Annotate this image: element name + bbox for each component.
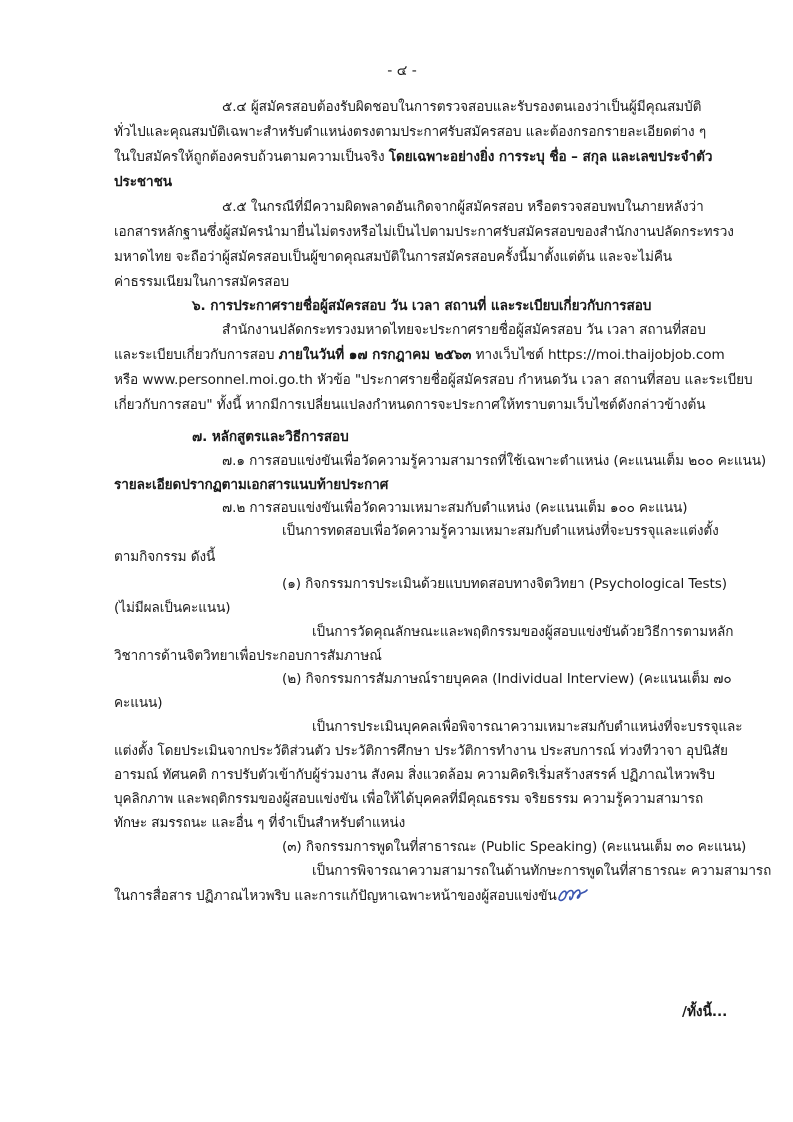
- para-5-5-line4: ค่าธรรมเนียมในการสมัครสอบ: [114, 274, 290, 290]
- para-5-4-line3-bold: โดยเฉพาะอย่างยิ่ง การระบุ ชื่อ – สกุล และเลขประจำตัว: [388, 149, 713, 165]
- section-7-heading: ๗. หลักสูตรและวิธีการสอบ: [192, 429, 349, 445]
- section-7-1-line1: ๗.๑ การสอบแข่งขันเพื่อวัดความรู้ความสามารถที่ใช้เฉพาะตำแหน่ง (คะแนนเต็ม ๒๐๐ คะแนน): [222, 453, 767, 469]
- para-5-4-line2: ทั่วไปและคุณสมบัติเฉพาะสำหรับตำแหน่งตรงตามประกาศรับสมัครสอบ และต้องกรอกรายละเอียดต่าง ๆ: [114, 124, 707, 140]
- para-5-4-line3-normal: ในใบสมัครให้ถูกต้องครบถ้วนตามความเป็นจริง: [114, 149, 385, 165]
- activity-3-heading: (๓) กิจกรรมการพูดในที่สาธารณะ (Public Speaking) (คะแนนเต็ม ๓๐ คะแนน): [282, 839, 747, 855]
- para-5-4-line1: ๕.๔ ผู้สมัครสอบต้องรับผิดชอบในการตรวจสอบและรับรองตนเองว่าเป็นผู้มีคุณสมบัติ: [222, 99, 702, 115]
- para-5-4-line4: ประชาชน: [114, 174, 172, 190]
- activity-1-heading: (๑) กิจกรรมการประเมินด้วยแบบทดสอบทางจิตวิทยา (Psychological Tests): [282, 576, 727, 592]
- initials-signature-icon: [556, 884, 590, 906]
- activity-2-heading-cont: คะแนน): [114, 695, 163, 711]
- section-6-line4: เกี่ยวกับการสอบ" ทั้งนี้ หากมีการเปลี่ยนแปลงกำหนดการจะประกาศให้ทราบตามเว็บไซต์ดังกล่าวข้างต้น: [114, 397, 706, 413]
- para-5-4-line3: [114, 147, 712, 167]
- section-6-heading: ๖. การประกาศรายชื่อผู้สมัครสอบ วัน เวลา สถานที่ และระเบียบเกี่ยวกับการสอบ: [192, 298, 652, 314]
- activity-1-heading-cont: (ไม่มีผลเป็นคะแนน): [114, 600, 231, 616]
- activity-1-desc-line2: วิชาการด้านจิตวิทยาเพื่อประกอบการสัมภาษณ์: [114, 648, 382, 664]
- section-6-line1: สำนักงานปลัดกระทรวงมหาดไทยจะประกาศรายชื่อผู้สมัครสอบ วัน เวลา สถานที่สอบ: [222, 322, 706, 338]
- section-7-1-line2: รายละเอียดปรากฏตามเอกสารแนบท้ายประกาศ: [114, 477, 389, 493]
- para-5-5-line1: ๕.๕ ในกรณีที่มีความผิดพลาดอันเกิดจากผู้สมัครสอบ หรือตรวจสอบพบในภายหลังว่า: [222, 199, 704, 215]
- para-5-5-line3: มหาดไทย จะถือว่าผู้สมัครสอบเป็นผู้ขาดคุณสมบัติในการสมัครสอบครั้งนี้มาตั้งแต่ต้น และจะไม่คืน: [114, 249, 673, 265]
- activity-1-desc-line1: เป็นการวัดคุณลักษณะและพฤติกรรมของผู้สอบแข่งขันด้วยวิธีการตามหลัก: [312, 624, 734, 640]
- activity-3-desc-line1: เป็นการพิจารณาความสามารถในด้านทักษะการพูดในที่สาธารณะ ความสามารถ: [312, 863, 772, 879]
- section-6-line2: [114, 345, 725, 365]
- activity-2-desc-line3: อารมณ์ ทัศนคติ การปรับตัวเข้ากับผู้ร่วมงาน สังคม สิ่งแวดล้อม ความคิดริเริ่มสร้างสรรค์ ปฏิภาณไหวพริบ: [114, 767, 715, 783]
- section-6-line2-normal: และระเบียบเกี่ยวกับการสอบ: [114, 347, 275, 363]
- activity-2-desc-line1: เป็นการประเมินบุคคลเพื่อพิจารณาความเหมาะสมกับตำแหน่งที่จะบรรจุและ: [312, 719, 743, 735]
- section-7-2-heading: ๗.๒ การสอบแข่งขันเพื่อวัดความเหมาะสมกับตำแหน่ง (คะแนนเต็ม ๑๐๐ คะแนน): [222, 500, 688, 516]
- section-6-line3: หรือ www.personnel.moi.go.th หัวข้อ "ประกาศรายชื่อผู้สมัครสอบ กำหนดวัน เวลา สถานที่สอบ และระเบียบ: [114, 372, 753, 388]
- section-7-2-line1: เป็นการทดสอบเพื่อวัดความรู้ความเหมาะสมกับตำแหน่งที่จะบรรจุและแต่งตั้ง: [282, 523, 719, 539]
- section-7-2-line2: ตามกิจกรรม ดังนี้: [114, 549, 216, 565]
- activity-3-desc-line2: ในการสื่อสาร ปฏิภาณไหวพริบ และการแก้ปัญหาเฉพาะหน้าของผู้สอบแข่งขัน: [114, 888, 557, 904]
- activity-2-heading: (๒) กิจกรรมการสัมภาษณ์รายบุคคล (Individual Interview) (คะแนนเต็ม ๗๐: [282, 671, 732, 687]
- section-6-website: ทางเว็บไซต์ https://moi.thaijobjob.com: [475, 347, 725, 363]
- activity-2-desc-line2: แต่งตั้ง โดยประเมินจากประวัติส่วนตัว ประวัติการศึกษา ประวัติการทำงาน ประสบการณ์ ท่วงทีวาจา อุปนิสัย: [114, 743, 728, 759]
- section-6-date: ภายในวันที่ ๑๗ กรกฎาคม ๒๕๖๓: [278, 347, 472, 363]
- page-number: - ๔ -: [387, 63, 417, 79]
- continued-next-page: /ทั้งนี้...: [682, 1004, 728, 1020]
- activity-2-desc-line5: ทักษะ สมรรถนะ และอื่น ๆ ที่จำเป็นสำหรับตำแหน่ง: [114, 815, 406, 831]
- para-5-5-line2: เอกสารหลักฐานซึ่งผู้สมัครนำมายื่นไม่ตรงหรือไม่เป็นไปตามประกาศรับสมัครสอบของสำนักงานปลัดกระทรวง: [114, 224, 734, 240]
- activity-2-desc-line4: บุคลิกภาพ และพฤติกรรมของผู้สอบแข่งขัน เพื่อให้ได้บุคคลที่มีคุณธรรม จริยธรรม ความรู้ความสามารถ: [114, 791, 704, 807]
